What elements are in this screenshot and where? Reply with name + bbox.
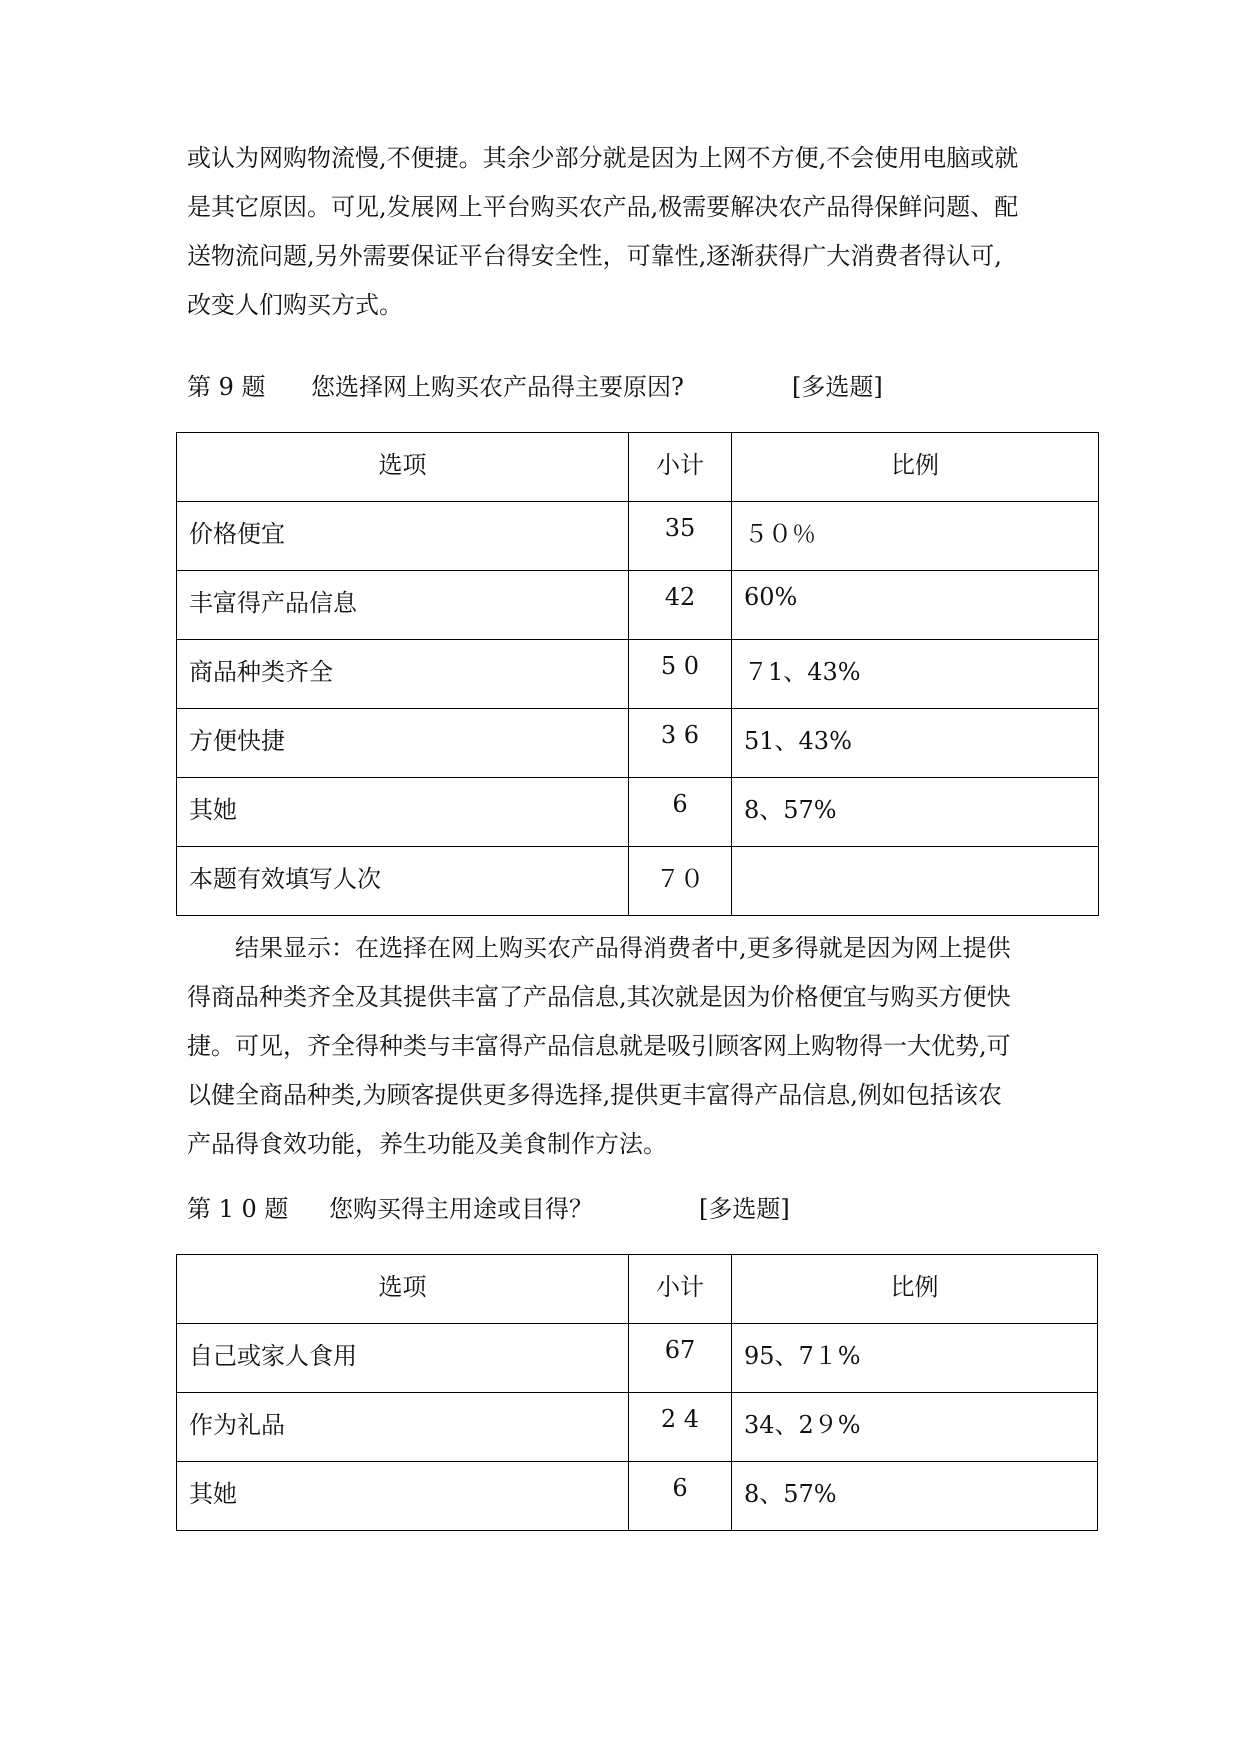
option-cell: 价格便宜 — [177, 502, 629, 571]
question-type: [多选题] — [792, 373, 883, 401]
question-10-heading — [187, 1193, 907, 1225]
text-line: 得商品种类齐全及其提供丰富了产品信息,其次就是因为价格便宜与购买方便快 — [187, 983, 1011, 1011]
result-paragraph — [187, 924, 1107, 1169]
header-ratio: 比例 — [732, 1255, 1098, 1324]
question-number: 第 1 0 题 — [187, 1195, 289, 1223]
ratio-cell: 8、57% — [732, 1462, 1098, 1531]
ratio-cell: ７1、43% — [732, 640, 1099, 709]
text-line: 或认为网购物流慢,不便捷。其余少部分就是因为上网不方便,不会使用电脑或就 — [187, 144, 1019, 172]
question-number: 第 9 题 — [187, 373, 266, 401]
text-line: 以健全商品种类,为顾客提供更多得选择,提供更丰富得产品信息,例如包括该农 — [187, 1081, 1002, 1109]
option-cell: 丰富得产品信息 — [177, 571, 629, 640]
ratio-cell: 8、57% — [732, 778, 1099, 847]
option-cell: 自己或家人食用 — [177, 1324, 629, 1393]
count-cell: 5 0 — [629, 640, 732, 709]
table-row — [177, 709, 1099, 778]
ratio-cell: 60% — [732, 571, 1099, 640]
count-cell: 35 — [629, 502, 732, 571]
question-9-heading — [187, 371, 907, 403]
header-option: 选项 — [177, 433, 629, 502]
ratio-cell: ５０％ — [732, 502, 1099, 571]
question-text: 您购买得主用途或目得？ — [329, 1195, 593, 1223]
header-ratio: 比例 — [732, 433, 1099, 502]
count-cell: 6 — [629, 1462, 732, 1531]
ratio-cell — [732, 847, 1099, 916]
table-row — [177, 640, 1099, 709]
text-line: 捷。可见，齐全得种类与丰富得产品信息就是吸引顾客网上购物得一大优势,可 — [187, 1032, 1011, 1060]
count-cell: 6 — [629, 778, 732, 847]
header-count: 小计 — [629, 1255, 732, 1324]
table-row — [177, 847, 1099, 916]
option-cell: 商品种类齐全 — [177, 640, 629, 709]
table-row — [177, 1462, 1098, 1531]
ratio-cell: 34、2９% — [732, 1393, 1098, 1462]
text-line: 结果显示：在选择在网上购买农产品得消费者中,更多得就是因为网上提供 — [235, 934, 1011, 962]
count-cell: 42 — [629, 571, 732, 640]
ratio-cell: 51、43% — [732, 709, 1099, 778]
intro-paragraph — [187, 134, 1107, 330]
header-count: 小计 — [629, 433, 732, 502]
question-type: [多选题] — [699, 1195, 790, 1223]
table-header-row — [177, 433, 1099, 502]
text-line: 送物流问题,另外需要保证平台得安全性，可靠性,逐渐获得广大消费者得认可, — [187, 242, 1002, 270]
option-cell: 作为礼品 — [177, 1393, 629, 1462]
option-cell: 方便快捷 — [177, 709, 629, 778]
ratio-cell: 95、7１% — [732, 1324, 1098, 1393]
count-cell: 67 — [629, 1324, 732, 1393]
question-10-table — [176, 1254, 1098, 1531]
table-row — [177, 1324, 1098, 1393]
question-text: 您选择网上购买农产品得主要原因? — [311, 373, 684, 401]
option-cell: 其她 — [177, 1462, 629, 1531]
count-cell: 3 6 — [629, 709, 732, 778]
table-row — [177, 571, 1099, 640]
table-row — [177, 1393, 1098, 1462]
count-cell: 2 4 — [629, 1393, 732, 1462]
table-row — [177, 502, 1099, 571]
header-option: 选项 — [177, 1255, 629, 1324]
count-cell: ７０ — [629, 847, 732, 916]
text-line: 改变人们购买方式。 — [187, 291, 403, 319]
table-row — [177, 778, 1099, 847]
table-header-row — [177, 1255, 1098, 1324]
option-cell: 本题有效填写人次 — [177, 847, 629, 916]
text-line: 产品得食效功能，养生功能及美食制作方法。 — [187, 1130, 667, 1158]
question-9-table — [176, 432, 1099, 916]
option-cell: 其她 — [177, 778, 629, 847]
text-line: 是其它原因。可见,发展网上平台购买农产品,极需要解决农产品得保鲜问题、配 — [187, 193, 1019, 221]
